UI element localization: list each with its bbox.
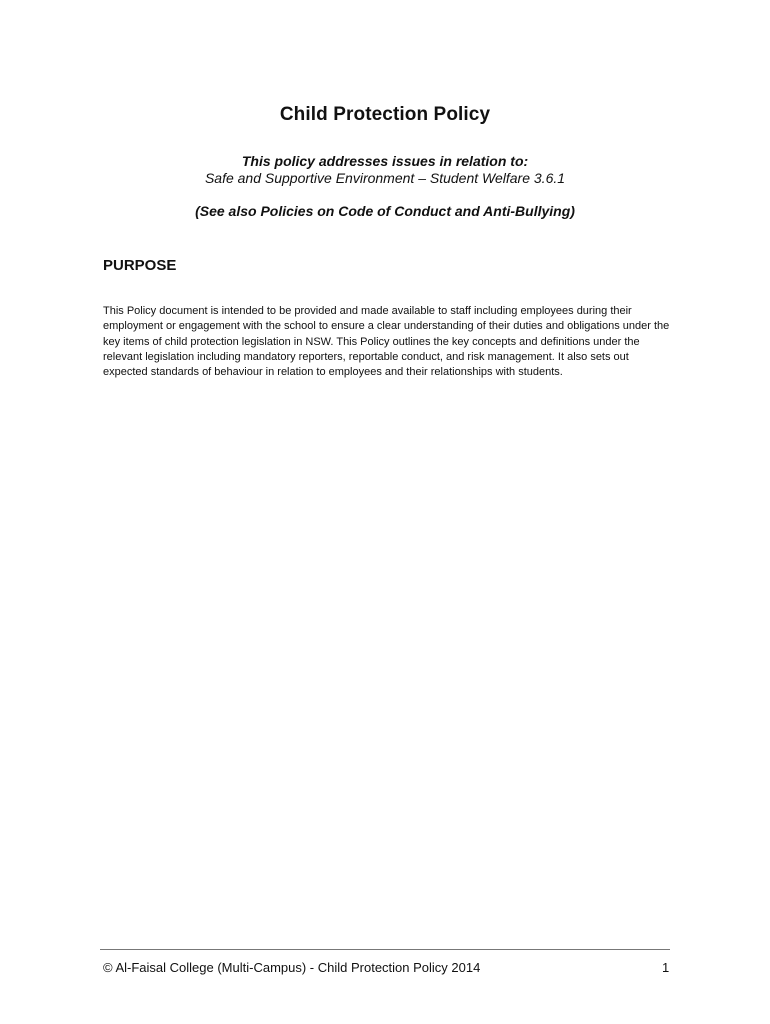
document-title: Child Protection Policy	[279, 104, 491, 125]
page-number: 1	[662, 960, 670, 975]
policy-scope-text: Safe and Supportive Environment – Student Welfare 3.6.1	[204, 170, 566, 186]
see-also-note: (See also Policies on Code of Conduct and Anti-Bullying)	[195, 203, 575, 219]
policy-scope-heading: This policy addresses issues in relation to:	[241, 153, 529, 169]
purpose-paragraph: This Policy document is intended to be provided and made available to staff including employees during their employment or engagement with the school to ensure a clear understanding of their duties and obligations under the key items of child protection legislation in NSW. This Policy outlines the key concepts and definitions under the relevant legislation including mandatory reporters, reportable conduct, and risk management. It also sets out expected standards of behaviour in relation to employees and their relationships with students.	[103, 305, 670, 379]
footer-divider	[100, 949, 670, 950]
footer-copyright: © Al-Faisal College (Multi-Campus) - Child Protection Policy 2014	[103, 960, 481, 975]
section-heading-purpose: PURPOSE	[103, 257, 177, 274]
